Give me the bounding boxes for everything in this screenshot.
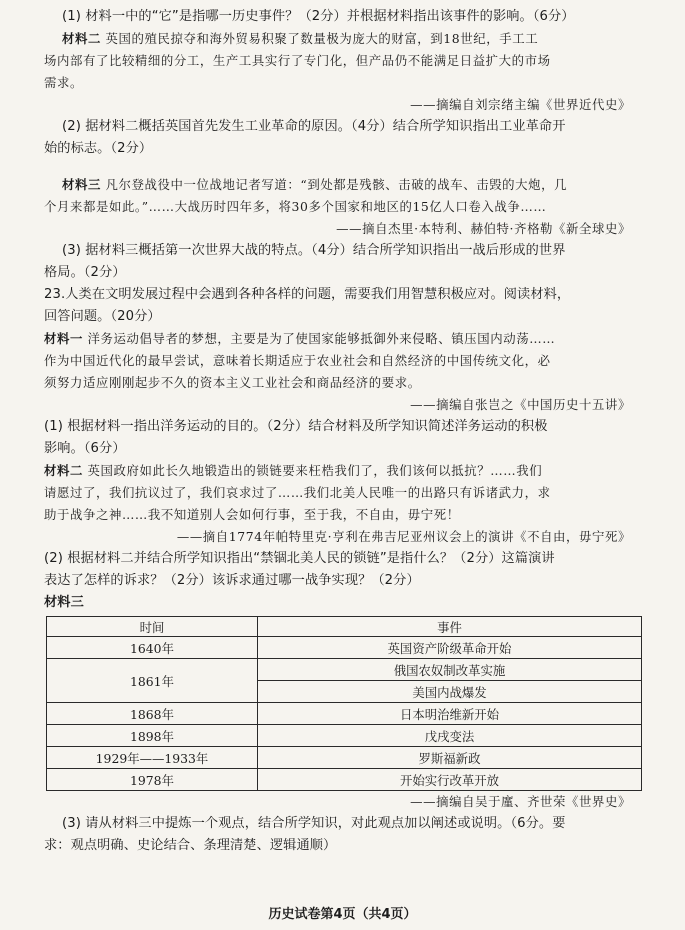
events-table [46,616,642,791]
question-1: (1) 材料一中的“它”是指哪一历史事件？（2分）并根据材料指出该事件的影响。（6分） [62,9,575,24]
table-cell-time: 1640年 [47,637,258,659]
table-cell-time: 1929年——1933年 [47,747,258,769]
table-row [47,637,642,659]
q23-material-2-label: 材料二 [44,463,83,478]
q23-material-2-source: ——摘自1774年帕特里克·亨利在弗吉尼亚州议会上的演讲《不自由，毋宁死》 [176,529,631,544]
q23-material-1-line-1: 材料一 洋务运动倡导者的梦想，主要是为了使国家能够抵御外来侵略、镇压国内动荡…… [44,331,556,346]
q23-part-1-line-2: 影响。（6分） [44,441,126,456]
q23-part-1-line-1: (1) 根据材料一指出洋务运动的目的。（2分）结合材料及所学知识简述洋务运动的积极 [44,419,548,434]
table-cell-time: 1978年 [47,769,258,791]
table-cell-time: 1868年 [47,703,258,725]
q23-material-2-line-1: 材料二 英国政府如此长久地锻造出的锁链要来枉梏我们了，我们该何以抵抗？……我们 [44,463,543,478]
table-cell-event: 美国内战爆发 [258,681,642,703]
table-cell-time: 1898年 [47,725,258,747]
table-header-time: 时间 [47,617,258,637]
table-cell-event: 日本明治维新开始 [258,703,642,725]
table-cell-time: 1861年 [47,659,258,703]
q23-part-3-line-2: 求：观点明确、史论结合、条理清楚、逻辑通顺） [44,838,337,853]
table-cell-event: 罗斯福新政 [258,747,642,769]
table-row [47,725,642,747]
q23-material-3-source: ——摘编自吴于廑、齐世荣《世界史》 [410,794,631,809]
q23-material-3-label: 材料三 [44,595,84,610]
q23-material-1-line-3: 须努力适应刚刚起步不久的资本主义工业社会和商品经济的要求。 [44,375,421,390]
question-2-line-1: (2) 据材料二概括英国首先发生工业革命的原因。（4分）结合所学知识指出工业革命开 [62,119,566,134]
table-cell-event: 英国资产阶级革命开始 [258,637,642,659]
material-3-line-2: 个月来都是如此。”……大战历时四年多，将30多个国家和地区的15亿人口卷入战争…… [44,199,547,214]
table-header-row [47,617,642,637]
q23-material-1-source: ——摘编自张岂之《中国历史十五讲》 [410,397,631,412]
material-2-source: ——摘编自刘宗绪主编《世界近代史》 [410,97,631,112]
question-23-intro-line-2: 回答问题。（20分） [44,309,161,324]
page-footer: 历史试卷第4页（共4页） [268,907,417,922]
table-cell-event: 开始实行改革开放 [258,769,642,791]
question-3-line-2: 格局。（2分） [44,265,126,280]
material-2-line-3: 需求。 [44,75,83,90]
material-3-label: 材料三 [62,177,101,192]
q23-material-1-label: 材料一 [44,331,83,346]
question-23-intro-line-1: 23.人类在文明发展过程中会遇到各种各样的问题，需要我们用智慧积极应对。阅读材料， [44,287,571,302]
material-2-line-2: 场内部有了比较精细的分工，生产工具实行了专门化，但产品仍不能满足日益扩大的市场 [44,53,551,68]
question-3-line-1: (3) 据材料三概括第一次世界大战的特点。（4分）结合所学知识指出一战后形成的世界 [62,243,566,258]
table-row [47,769,642,791]
q23-material-2-line-3: 助于战争之神……我不知道别人会如何行事，至于我，不自由，毋宁死！ [44,507,460,522]
material-2-label: 材料二 [62,31,101,46]
question-2-line-2: 始的标志。（2分） [44,141,153,156]
q23-part-2-line-1: (2) 根据材料二并结合所学知识指出“禁锢北美人民的锁链”是指什么？（2分）这篇演讲 [44,551,555,566]
q23-material-2-line-2: 请愿过了，我们抗议过了，我们哀求过了……我们北美人民唯一的出路只有诉诸武力，求 [44,485,551,500]
table-cell-event: 俄国农奴制改革实施 [258,659,642,681]
table-header-event: 事件 [258,617,642,637]
material-2-line-1: 材料二 英国的殖民掠夺和海外贸易积聚了数量极为庞大的财富，到18世纪，手工工 [62,31,539,46]
table-row [47,659,642,681]
table-row [47,703,642,725]
q23-part-3-line-1: (3) 请从材料三中提炼一个观点，结合所学知识，对此观点加以阐述或说明。（6分。要 [62,816,566,831]
q23-part-2-line-2: 表达了怎样的诉求？（2分）该诉求通过哪一战争实现？（2分） [44,573,420,588]
table-row [47,747,642,769]
material-3-source: ——摘自杰里·本特利、赫伯特·齐格勒《新全球史》 [336,221,631,236]
q23-material-1-line-2: 作为中国近代化的最早尝试，意味着长期适应于农业社会和自然经济的中国传统文化，必 [44,353,551,368]
table-cell-event: 戊戌变法 [258,725,642,747]
material-3-line-1: 材料三 凡尔登战役中一位战地记者写道：“到处都是残骸、击破的战车、击毁的大炮，几 [62,177,568,192]
